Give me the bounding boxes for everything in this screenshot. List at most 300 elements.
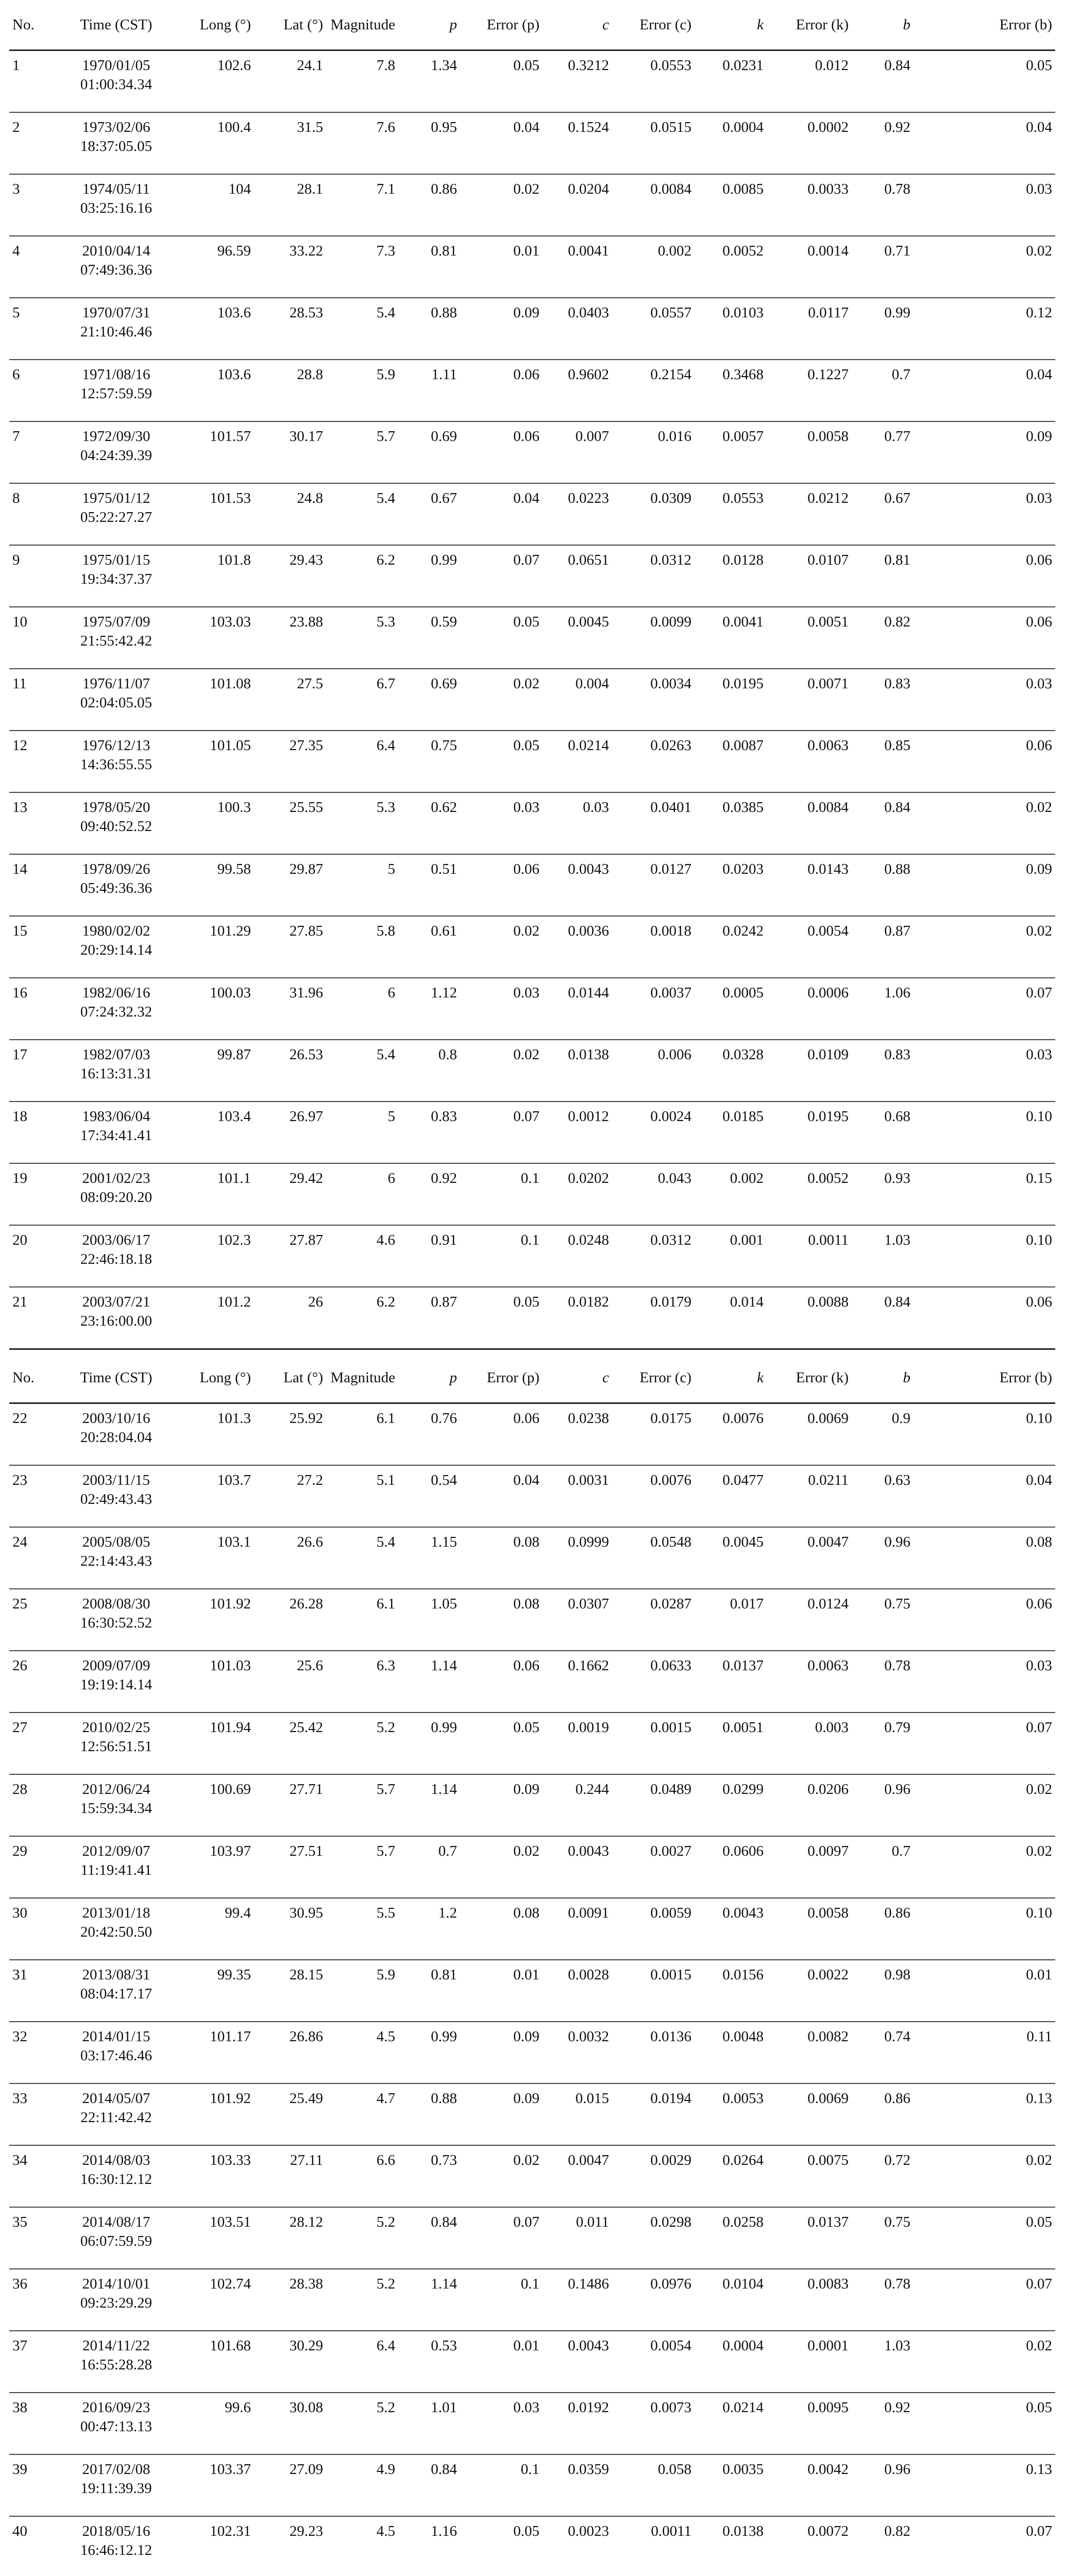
cell-value: 5.3 xyxy=(326,792,398,854)
cell-date: 2014/08/03 xyxy=(82,2152,150,2168)
cell-value: 6.4 xyxy=(326,731,398,792)
header-row xyxy=(9,0,1055,50)
cell-time xyxy=(56,1589,177,1651)
cell-value: 27.5 xyxy=(254,669,326,731)
cell-value: 0.11 xyxy=(914,2022,1055,2083)
cell-date: 2013/08/31 xyxy=(82,1967,150,1983)
cell-value: 0.78 xyxy=(852,1651,914,1713)
cell-value: 0.75 xyxy=(852,1589,914,1651)
table-row xyxy=(9,916,1055,978)
cell-value: 0.04 xyxy=(460,483,543,545)
cell-value: 0.81 xyxy=(398,236,460,298)
cell-value: 0.0127 xyxy=(612,854,695,916)
cell-value: 0.0011 xyxy=(612,2516,695,2576)
cell-value: 0.0004 xyxy=(695,2331,767,2393)
cell-value: 101.94 xyxy=(177,1713,254,1774)
cell-value: 0.0041 xyxy=(543,236,612,298)
cell-value: 0.8 xyxy=(398,1040,460,1101)
table-row xyxy=(9,1774,1055,1836)
cell-value: 0.08 xyxy=(460,1589,543,1651)
column-header: c xyxy=(543,1353,612,1403)
cell-no: 13 xyxy=(9,792,56,854)
cell-value: 0.0027 xyxy=(612,1836,695,1898)
cell-value: 30.29 xyxy=(254,2331,326,2393)
cell-value: 0.91 xyxy=(398,1225,460,1287)
cell-value: 29.87 xyxy=(254,854,326,916)
cell-value: 26.53 xyxy=(254,1040,326,1101)
cell-value: 0.09 xyxy=(460,2083,543,2145)
cell-no: 12 xyxy=(9,731,56,792)
cell-date: 2013/01/18 xyxy=(82,1905,150,1921)
cell-value: 104 xyxy=(177,174,254,236)
cell-value: 0.0048 xyxy=(695,2022,767,2083)
cell-value: 0.08 xyxy=(460,1527,543,1589)
table-row xyxy=(9,1713,1055,1774)
cell-no: 36 xyxy=(9,2269,56,2331)
cell-value: 0.06 xyxy=(460,854,543,916)
cell-value: 0.0045 xyxy=(543,607,612,669)
cell-value: 0.0058 xyxy=(767,1898,852,1960)
cell-date: 1972/09/30 xyxy=(82,428,150,445)
cell-value: 101.1 xyxy=(177,1163,254,1225)
cell-value: 0.1 xyxy=(460,1225,543,1287)
table-row xyxy=(9,236,1055,298)
cell-date: 1978/05/20 xyxy=(82,799,150,816)
cell-no: 7 xyxy=(9,421,56,483)
cell-value: 1.03 xyxy=(852,1225,914,1287)
cell-value: 0.87 xyxy=(398,1287,460,1349)
cell-no: 32 xyxy=(9,2022,56,2083)
cell-value: 5.9 xyxy=(326,360,398,421)
cell-value: 0.006 xyxy=(612,1040,695,1101)
cell-value: 102.31 xyxy=(177,2516,254,2576)
cell-value: 0.0084 xyxy=(612,174,695,236)
cell-time xyxy=(56,1774,177,1836)
cell-value: 0.99 xyxy=(398,2022,460,2083)
column-header: p xyxy=(398,1353,460,1403)
cell-clock: 11:19:41.41 xyxy=(80,1862,152,1878)
table-row xyxy=(9,1225,1055,1287)
cell-value: 0.04 xyxy=(460,1465,543,1527)
cell-value: 0.0051 xyxy=(695,1713,767,1774)
cell-value: 103.97 xyxy=(177,1836,254,1898)
cell-value: 0.0128 xyxy=(695,545,767,607)
cell-date: 1971/08/16 xyxy=(82,366,150,383)
cell-value: 6.1 xyxy=(326,1403,398,1466)
cell-value: 0.007 xyxy=(543,421,612,483)
cell-date: 1978/09/26 xyxy=(82,861,150,877)
cell-value: 5.2 xyxy=(326,2207,398,2269)
cell-value: 0.92 xyxy=(852,2393,914,2454)
table-row xyxy=(9,607,1055,669)
cell-time xyxy=(56,1101,177,1163)
cell-value: 0.0058 xyxy=(767,421,852,483)
cell-value: 99.87 xyxy=(177,1040,254,1101)
cell-value: 0.7 xyxy=(852,1836,914,1898)
column-header: No. xyxy=(9,1353,56,1403)
cell-value: 5 xyxy=(326,1101,398,1163)
cell-value: 0.2154 xyxy=(612,360,695,421)
cell-value: 1.14 xyxy=(398,2269,460,2331)
cell-value: 0.0557 xyxy=(612,298,695,360)
cell-time xyxy=(56,2331,177,2393)
cell-value: 0.0231 xyxy=(695,50,767,113)
cell-no: 1 xyxy=(9,50,56,113)
cell-value: 33.22 xyxy=(254,236,326,298)
cell-value: 0.07 xyxy=(460,2207,543,2269)
cell-value: 0.75 xyxy=(852,2207,914,2269)
cell-value: 103.4 xyxy=(177,1101,254,1163)
cell-value: 0.67 xyxy=(398,483,460,545)
cell-value: 0.51 xyxy=(398,854,460,916)
cell-value: 1.14 xyxy=(398,1774,460,1836)
cell-value: 0.15 xyxy=(914,1163,1055,1225)
cell-value: 0.0258 xyxy=(695,2207,767,2269)
cell-value: 0.01 xyxy=(460,2331,543,2393)
cell-clock: 12:56:51.51 xyxy=(80,1738,153,1755)
cell-value: 0.02 xyxy=(460,1836,543,1898)
cell-value: 0.99 xyxy=(398,545,460,607)
cell-value: 0.96 xyxy=(852,1527,914,1589)
cell-value: 0.96 xyxy=(852,2454,914,2516)
table-row xyxy=(9,298,1055,360)
cell-value: 101.68 xyxy=(177,2331,254,2393)
cell-value: 0.0287 xyxy=(612,1589,695,1651)
cell-value: 0.81 xyxy=(398,1960,460,2022)
cell-value: 0.76 xyxy=(398,1403,460,1466)
cell-time xyxy=(56,298,177,360)
cell-date: 2001/02/23 xyxy=(82,1170,150,1187)
cell-value: 0.01 xyxy=(460,1960,543,2022)
cell-value: 0.04 xyxy=(914,112,1055,174)
column-header: Error (k) xyxy=(767,0,852,50)
cell-no: 39 xyxy=(9,2454,56,2516)
cell-value: 0.0124 xyxy=(767,1589,852,1651)
cell-value: 0.1662 xyxy=(543,1651,612,1713)
cell-clock: 08:09:20.20 xyxy=(80,1189,153,1206)
table-row xyxy=(9,1040,1055,1101)
cell-time xyxy=(56,2145,177,2207)
cell-date: 2017/02/08 xyxy=(82,2461,150,2478)
cell-value: 0.0143 xyxy=(767,854,852,916)
cell-value: 0.83 xyxy=(852,1040,914,1101)
cell-time xyxy=(56,978,177,1040)
cell-no: 5 xyxy=(9,298,56,360)
cell-value: 0.0489 xyxy=(612,1774,695,1836)
cell-value: 0.79 xyxy=(852,1713,914,1774)
cell-date: 2014/10/01 xyxy=(82,2276,150,2292)
cell-value: 0.86 xyxy=(852,1898,914,1960)
cell-no: 16 xyxy=(9,978,56,1040)
cell-value: 28.15 xyxy=(254,1960,326,2022)
cell-value: 0.0104 xyxy=(695,2269,767,2331)
cell-value: 7.8 xyxy=(326,50,398,113)
cell-value: 0.06 xyxy=(914,545,1055,607)
cell-value: 0.69 xyxy=(398,421,460,483)
cell-value: 4.6 xyxy=(326,1225,398,1287)
cell-value: 0.05 xyxy=(460,731,543,792)
cell-value: 0.0024 xyxy=(612,1101,695,1163)
table-row xyxy=(9,2516,1055,2576)
cell-value: 0.03 xyxy=(460,2393,543,2454)
cell-clock: 20:29:14.14 xyxy=(80,942,153,958)
cell-value: 0.0053 xyxy=(695,2083,767,2145)
table-row xyxy=(9,174,1055,236)
cell-value: 0.0042 xyxy=(767,2454,852,2516)
cell-value: 0.67 xyxy=(852,483,914,545)
cell-value: 5.1 xyxy=(326,1465,398,1527)
cell-value: 0.72 xyxy=(852,2145,914,2207)
cell-value: 0.05 xyxy=(460,2516,543,2576)
cell-value: 0.0242 xyxy=(695,916,767,978)
cell-value: 0.0052 xyxy=(695,236,767,298)
cell-value: 0.7 xyxy=(398,1836,460,1898)
cell-value: 0.0045 xyxy=(695,1527,767,1589)
cell-value: 4.5 xyxy=(326,2022,398,2083)
cell-clock: 17:34:41.41 xyxy=(80,1127,153,1144)
cell-value: 0.0328 xyxy=(695,1040,767,1101)
cell-value: 0.02 xyxy=(460,174,543,236)
cell-value: 0.87 xyxy=(852,916,914,978)
cell-value: 0.09 xyxy=(460,1774,543,1836)
cell-value: 0.0099 xyxy=(612,607,695,669)
cell-time xyxy=(56,483,177,545)
cell-value: 0.244 xyxy=(543,1774,612,1836)
cell-value: 30.08 xyxy=(254,2393,326,2454)
cell-date: 1970/07/31 xyxy=(82,304,150,321)
cell-no: 40 xyxy=(9,2516,56,2576)
cell-date: 1976/12/13 xyxy=(82,737,150,754)
cell-value: 0.05 xyxy=(914,2207,1055,2269)
cell-value: 0.86 xyxy=(852,2083,914,2145)
table-row xyxy=(9,545,1055,607)
cell-value: 0.12 xyxy=(914,298,1055,360)
cell-value: 0.0385 xyxy=(695,792,767,854)
cell-date: 2003/07/21 xyxy=(82,1294,150,1310)
cell-value: 26 xyxy=(254,1287,326,1349)
cell-no: 6 xyxy=(9,360,56,421)
cell-value: 4.7 xyxy=(326,2083,398,2145)
cell-time xyxy=(56,1040,177,1101)
cell-clock: 23:16:00.00 xyxy=(80,1313,153,1329)
cell-value: 0.0194 xyxy=(612,2083,695,2145)
cell-value: 0.1227 xyxy=(767,360,852,421)
cell-value: 0.0095 xyxy=(767,2393,852,2454)
cell-value: 101.92 xyxy=(177,1589,254,1651)
cell-value: 0.0054 xyxy=(612,2331,695,2393)
cell-value: 0.06 xyxy=(460,1651,543,1713)
cell-value: 0.0553 xyxy=(612,50,695,113)
cell-value: 0.88 xyxy=(852,854,914,916)
table-row xyxy=(9,1527,1055,1589)
cell-value: 0.043 xyxy=(612,1163,695,1225)
cell-value: 0.0051 xyxy=(767,607,852,669)
cell-value: 103.7 xyxy=(177,1465,254,1527)
column-header: Time (CST) xyxy=(56,0,177,50)
cell-value: 5 xyxy=(326,854,398,916)
cell-value: 0.06 xyxy=(914,1589,1055,1651)
cell-value: 0.0091 xyxy=(543,1898,612,1960)
cell-value: 26.97 xyxy=(254,1101,326,1163)
cell-no: 34 xyxy=(9,2145,56,2207)
cell-value: 0.0312 xyxy=(612,545,695,607)
cell-clock: 06:07:59.59 xyxy=(80,2233,153,2249)
cell-value: 1.12 xyxy=(398,978,460,1040)
cell-value: 6 xyxy=(326,1163,398,1225)
cell-clock: 22:11:42.42 xyxy=(80,2109,152,2126)
cell-value: 0.0312 xyxy=(612,1225,695,1287)
cell-value: 24.8 xyxy=(254,483,326,545)
cell-date: 2014/11/22 xyxy=(82,2337,150,2354)
cell-no: 19 xyxy=(9,1163,56,1225)
cell-time xyxy=(56,360,177,421)
cell-value: 0.92 xyxy=(852,112,914,174)
table-row xyxy=(9,1651,1055,1713)
cell-value: 101.8 xyxy=(177,545,254,607)
cell-value: 6.7 xyxy=(326,669,398,731)
cell-clock: 14:36:55.55 xyxy=(80,756,153,773)
cell-no: 22 xyxy=(9,1403,56,1466)
cell-value: 0.0307 xyxy=(543,1589,612,1651)
cell-no: 30 xyxy=(9,1898,56,1960)
cell-value: 0.83 xyxy=(398,1101,460,1163)
cell-value: 0.71 xyxy=(852,236,914,298)
cell-clock: 22:14:43.43 xyxy=(80,1553,153,1569)
cell-time xyxy=(56,1225,177,1287)
cell-value: 101.92 xyxy=(177,2083,254,2145)
cell-date: 2014/05/07 xyxy=(82,2090,150,2107)
cell-value: 0.03 xyxy=(460,978,543,1040)
cell-time xyxy=(56,174,177,236)
cell-value: 0.0553 xyxy=(695,483,767,545)
cell-value: 0.84 xyxy=(852,50,914,113)
cell-value: 0.0117 xyxy=(767,298,852,360)
cell-value: 0.62 xyxy=(398,792,460,854)
cell-value: 0.0136 xyxy=(612,2022,695,2083)
cell-value: 0.54 xyxy=(398,1465,460,1527)
cell-value: 0.0214 xyxy=(695,2393,767,2454)
cell-clock: 07:24:32.32 xyxy=(80,1004,153,1020)
cell-value: 0.84 xyxy=(398,2454,460,2516)
cell-date: 2003/10/16 xyxy=(82,1410,150,1427)
cell-value: 0.058 xyxy=(612,2454,695,2516)
cell-value: 0.98 xyxy=(852,1960,914,2022)
cell-value: 0.0144 xyxy=(543,978,612,1040)
cell-value: 0.0156 xyxy=(695,1960,767,2022)
cell-time xyxy=(56,1527,177,1589)
cell-date: 2014/08/17 xyxy=(82,2214,150,2230)
cell-time xyxy=(56,1898,177,1960)
cell-value: 5.5 xyxy=(326,1898,398,1960)
cell-value: 7.1 xyxy=(326,174,398,236)
column-header: Error (b) xyxy=(914,1353,1055,1403)
cell-value: 0.0202 xyxy=(543,1163,612,1225)
cell-value: 0.0076 xyxy=(612,1465,695,1527)
column-header: Lat (°) xyxy=(254,0,326,50)
cell-value: 1.2 xyxy=(398,1898,460,1960)
cell-time xyxy=(56,1836,177,1898)
table-row xyxy=(9,2022,1055,2083)
cell-value: 0.02 xyxy=(914,1774,1055,1836)
cell-value: 0.0109 xyxy=(767,1040,852,1101)
cell-no: 28 xyxy=(9,1774,56,1836)
cell-value: 0.77 xyxy=(852,421,914,483)
cell-value: 100.69 xyxy=(177,1774,254,1836)
cell-date: 2014/01/15 xyxy=(82,2028,150,2045)
cell-value: 1.15 xyxy=(398,1527,460,1589)
cell-value: 25.92 xyxy=(254,1403,326,1466)
cell-value: 0.0014 xyxy=(767,236,852,298)
cell-value: 0.017 xyxy=(695,1589,767,1651)
cell-time xyxy=(56,792,177,854)
cell-value: 0.0023 xyxy=(543,2516,612,2576)
cell-value: 99.35 xyxy=(177,1960,254,2022)
cell-value: 0.05 xyxy=(460,607,543,669)
cell-value: 0.59 xyxy=(398,607,460,669)
cell-value: 0.0072 xyxy=(767,2516,852,2576)
cell-value: 0.0633 xyxy=(612,1651,695,1713)
cell-value: 26.86 xyxy=(254,2022,326,2083)
table-row xyxy=(9,2083,1055,2145)
cell-no: 33 xyxy=(9,2083,56,2145)
cell-value: 1.14 xyxy=(398,1651,460,1713)
cell-time xyxy=(56,2516,177,2576)
cell-value: 0.99 xyxy=(852,298,914,360)
cell-value: 0.02 xyxy=(914,792,1055,854)
cell-value: 0.0082 xyxy=(767,2022,852,2083)
cell-clock: 02:49:43.43 xyxy=(80,1491,153,1507)
cell-value: 24.1 xyxy=(254,50,326,113)
cell-value: 0.0059 xyxy=(612,1898,695,1960)
cell-time xyxy=(56,50,177,113)
cell-value: 0.3212 xyxy=(543,50,612,113)
cell-no: 14 xyxy=(9,854,56,916)
cell-value: 0.10 xyxy=(914,1225,1055,1287)
table-row xyxy=(9,978,1055,1040)
cell-clock: 18:37:05.05 xyxy=(80,138,153,155)
cell-no: 38 xyxy=(9,2393,56,2454)
cell-value: 0.003 xyxy=(767,1713,852,1774)
cell-value: 0.0052 xyxy=(767,1163,852,1225)
cell-value: 0.0138 xyxy=(543,1040,612,1101)
cell-time xyxy=(56,2022,177,2083)
cell-no: 31 xyxy=(9,1960,56,2022)
cell-value: 0.0264 xyxy=(695,2145,767,2207)
table-row xyxy=(9,2207,1055,2269)
cell-value: 0.09 xyxy=(914,421,1055,483)
cell-value: 0.07 xyxy=(914,1713,1055,1774)
cell-value: 27.71 xyxy=(254,1774,326,1836)
cell-value: 0.05 xyxy=(914,2393,1055,2454)
cell-value: 0.0036 xyxy=(543,916,612,978)
cell-value: 103.6 xyxy=(177,298,254,360)
cell-value: 0.02 xyxy=(914,1836,1055,1898)
cell-value: 25.42 xyxy=(254,1713,326,1774)
table-row xyxy=(9,1163,1055,1225)
cell-no: 27 xyxy=(9,1713,56,1774)
cell-value: 0.0248 xyxy=(543,1225,612,1287)
cell-value: 0.0192 xyxy=(543,2393,612,2454)
cell-value: 0.03 xyxy=(914,1651,1055,1713)
cell-time xyxy=(56,2454,177,2516)
cell-value: 0.0137 xyxy=(695,1651,767,1713)
cell-value: 0.0477 xyxy=(695,1465,767,1527)
table-row xyxy=(9,1101,1055,1163)
cell-value: 103.6 xyxy=(177,360,254,421)
cell-value: 0.0548 xyxy=(612,1527,695,1589)
cell-clock: 01:00:34.34 xyxy=(80,76,153,93)
cell-no: 20 xyxy=(9,1225,56,1287)
